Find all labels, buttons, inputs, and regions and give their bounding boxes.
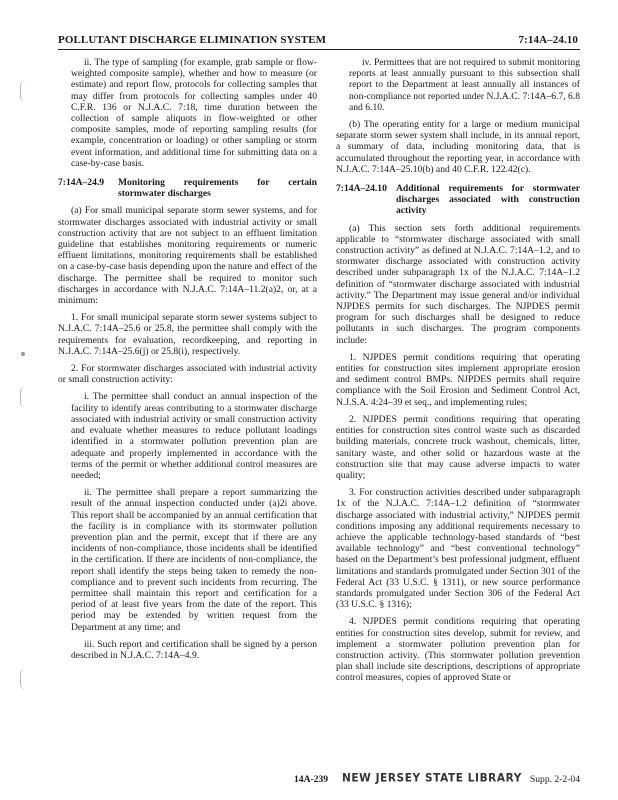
section-heading-24-10 — [336, 183, 580, 217]
paragraph-2: 2. For stormwater discharges associated with industrial activity or small construction activity: — [58, 363, 317, 386]
section-number: 7:14A–24.9 — [58, 177, 105, 189]
header-rule — [58, 49, 580, 50]
section-title: Monitoring requirements for certain stormwater discharges — [118, 177, 317, 200]
paragraph-1: 1. NJPDES permit conditions requiring that operating entities for construction sites implement appropriate erosion and sediment control BMPs. NJPDES permits shall require compliance with the Soil Erosion and Sediment Control Act, N.J.S.A. 4:24–39 et seq., and implementing rules; — [336, 351, 580, 408]
running-head-title: POLLUTANT DISCHARGE ELIMINATION SYSTEM — [58, 34, 327, 46]
paragraph-b: (b) The operating entity for a large or medium municipal separate storm sewer system shall include, in its annual report, a summary of data, including monitoring data, that is accumulated throughout the reporting year, in accordance with N.J.A.C. 7:14A–25.10(b) and 40 C.F.R. 122.42(c). — [336, 119, 580, 175]
section-number: 7:14A–24.10 — [336, 183, 387, 195]
section-title: Additional requirements for stormwater discharges associated with construction activity — [396, 183, 580, 217]
running-head — [58, 34, 578, 48]
margin-scan-mark — [20, 80, 29, 102]
margin-scan-dot — [21, 352, 25, 356]
paragraph-ii-sampling: ii. The type of sampling (for example, grab sample or flow-weighted composite sample), whether and how to measure (or estimate) and report flow, protocols for collecting samples that may differ from protocols for collecting samples under 40 C.F.R. 136 or N.J.A.C. 7:18, time duration between the collection of sample aliquots in flow-weighted or other composite samples, mode of reporting sampling results (for example, concentration or loading) or other sampling or storm event information, and additional time for submitting data on a case-by-case basis. — [71, 57, 317, 169]
paragraph-a: (a) For small municipal separate storm sewer systems, and for stormwater discharges associated with industrial activity or small construction activity that are not subject to an effluent limitation guideline that establishes monitoring requirements or numeric effluent limitations, monitoring requirements shall be established on a case-by-case basis depending upon the nature and effect of the discharge. The permittee shall be required to monitor such discharges in accordance with N.J.A.C. 7:14A–11.2(a)2, or, at a minimum: — [58, 205, 317, 307]
section-heading-24-9 — [58, 177, 317, 199]
library-stamp: NEW JERSEY STATE LIBRARY — [342, 771, 522, 785]
margin-scan-mark — [20, 668, 29, 690]
left-column — [58, 57, 317, 661]
paragraph-iii: iii. Such report and certification shall be signed by a person described in N.J.A.C. 7:14A–4.9. — [71, 638, 317, 661]
paragraph-ii-report: ii. The permittee shall prepare a report summarizing the result of the annual inspection conducted under (a)2i above. This report shall be accompanied by an annual certification that the facility is in compliance with its stormwater pollution prevention plan and the permit, except that if there are any incidents of non-compliance, those incidents shall be identified in the certification. If there are incidents of non-compliance, the report shall identify the steps being taken to remedy the non-compliance and to prevent such incidents from recurring. The permittee shall maintain this report and certification for a period of at least five years from the date of the report. This period may be extended by written request from the Department at any time; and — [71, 487, 317, 633]
right-column — [336, 57, 580, 684]
margin-scan-mark — [20, 386, 29, 408]
paragraph-iv: iv. Permittees that are not required to submit monitoring reports at least annually pursuant to this subsection shall report to the Department at least annually all instances of non-compliance not reported under N.J.A.C. 7:14A–6.7, 6.8 and 6.10. — [349, 57, 581, 113]
paragraph-i: i. The permittee shall conduct an annual inspection of the facility to identify areas contributing to a stormwater discharge associated with industrial activity or small construction activity and evaluate whether measures to reduce pollutant loadings identified in a stormwater pollution prevention plan are adequate and properly implemented in accordance with the terms of the permit or whether additional control measures are needed; — [71, 391, 317, 481]
page-number: 14A-239 — [294, 774, 329, 785]
paragraph-3: 3. For construction activities described under subparagraph 1x of the N.J.A.C. 7:14A–1.2 definition of “stormwater discharge associated with industrial activity,” NJPDES permit conditions imposing any additional requirements necessary to achieve the applicable technology-based standards of “best available technology” and “best conventional technology” based on the Department’s best professional judgment, effluent limitations and standards promulgated under Section 301 of the Federal Act (33 U.S.C. § 1311), or new source performance standards promulgated under Section 306 of the Federal Act (33 U.S.C. § 1316); — [336, 487, 580, 611]
paragraph-4: 4. NJPDES permit conditions requiring that operating entities for construction sites develop, submit for review, and implement a stormwater pollution prevention plan for construction activity. (This stormwater pollution prevention plan shall include site descriptions, descriptions of appropriate control measures, copies of approved State or — [336, 616, 580, 684]
paragraph-a: (a) This section sets forth additional requirements applicable to “stormwater discharge associated with small construction activity” as defined at N.J.A.C. 7:14A–1.2, and to stormwater discharge associated with construction activity described under subparagraph 1x of the N.J.A.C. 7:14A–1.2 definition of “stormwater discharge associated with industrial activity.” The Department may issue general and/or individual NJPDES permits for such discharges. The NJPDES permit program for such discharges shall be designed to reduce pollutants in such discharges. The program components include: — [336, 222, 580, 346]
supplement-date: Supp. 2-2-04 — [529, 774, 580, 785]
running-head-section: 7:14A–24.10 — [518, 34, 578, 46]
page-footer — [58, 771, 580, 788]
paragraph-1: 1. For small municipal separate storm sewer systems subject to N.J.A.C. 7:14A–25.6 or 25.8, the permittee shall comply with the requirements for evaluation, recordkeeping, and reporting in N.J.A.C. 7:14A–25.6(j) or 25.8(i), respectively. — [58, 312, 317, 357]
paragraph-2: 2. NJPDES permit conditions requiring that operating entities for construction sites control waste such as discarded building materials, concrete truck washout, chemicals, litter, sanitary waste, and other solid or hazardous waste at the construction site that may cause adverse impacts to water quality; — [336, 413, 580, 481]
